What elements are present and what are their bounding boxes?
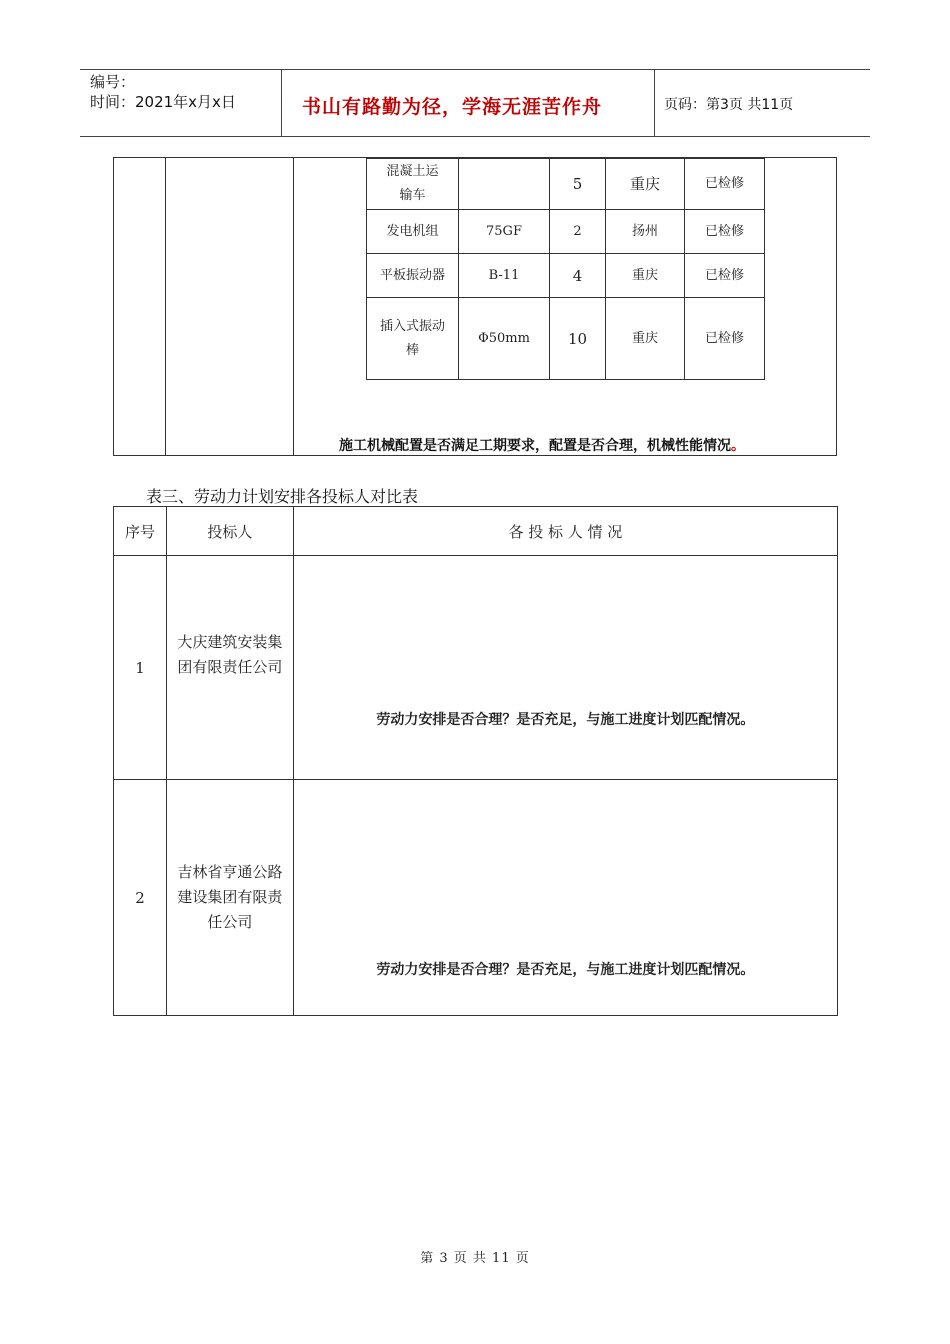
code-label: 编号：	[90, 73, 136, 91]
equipment-origin: 重庆	[606, 298, 685, 380]
equipment-status: 已检修	[685, 159, 765, 210]
equipment-row	[367, 298, 765, 380]
machinery-note-end: 。	[731, 438, 745, 454]
labor-table	[113, 506, 838, 1016]
labor-header-row	[114, 507, 838, 556]
equipment-model: 75GF	[459, 210, 550, 254]
equipment-origin: 扬州	[606, 210, 685, 254]
machinery-note	[339, 435, 745, 455]
header-bottom-rule	[80, 136, 870, 137]
equipment-qty: 2	[550, 210, 606, 254]
equipment-name: 平板振动器	[367, 254, 459, 298]
equipment-name: 发电机组	[367, 210, 459, 254]
row-note: 劳动力安排是否合理？是否充足，与施工进度计划匹配情况。	[376, 712, 755, 728]
row-bidder-text: 大庆建筑安装集团有限责任公司	[177, 633, 283, 676]
equipment-table	[366, 158, 765, 380]
header-divider-right	[654, 69, 655, 136]
equipment-row	[367, 210, 765, 254]
equipment-row	[367, 159, 765, 210]
row-no: 2	[114, 780, 167, 1016]
equipment-qty: 4	[550, 254, 606, 298]
machinery-col-divider-2	[293, 157, 294, 456]
page-footer: 第 3 页 共 11 页	[420, 1251, 530, 1266]
equipment-model: Φ50mm	[459, 298, 550, 380]
row-situation	[293, 556, 837, 780]
equipment-qty: 10	[550, 298, 606, 380]
equipment-row	[367, 254, 765, 298]
equipment-status: 已检修	[685, 298, 765, 380]
section-title: 表三、劳动力计划安排各投标人对比表	[146, 487, 419, 506]
equipment-origin: 重庆	[606, 159, 685, 210]
equipment-qty: 5	[550, 159, 606, 210]
row-bidder	[166, 780, 293, 1016]
row-situation	[293, 780, 837, 1016]
header-left-block	[90, 72, 236, 112]
machinery-col-divider-1	[165, 157, 166, 456]
labor-row	[114, 556, 838, 780]
equipment-model	[459, 159, 550, 210]
header-motto: 书山有路勤为径，学海无涯苦作舟	[302, 96, 603, 118]
header-situation: 各 投 标 人 情 况	[293, 507, 837, 556]
equipment-status: 已检修	[685, 254, 765, 298]
row-bidder	[166, 556, 293, 780]
equipment-status: 已检修	[685, 210, 765, 254]
header-no: 序号	[114, 507, 167, 556]
time-label: 时间：2021年x月x日	[90, 93, 236, 111]
labor-row	[114, 780, 838, 1016]
equipment-name: 插入式振动棒	[367, 298, 459, 380]
row-note: 劳动力安排是否合理？是否充足，与施工进度计划匹配情况。	[376, 962, 755, 978]
machinery-note-text: 施工机械配置是否满足工期要求，配置是否合理，机械性能情况	[339, 438, 731, 454]
equipment-name: 混凝土运输车	[367, 159, 459, 210]
row-no: 1	[114, 556, 167, 780]
header-page-box: 页码：第3页 共11页	[664, 97, 794, 113]
equipment-model: B-11	[459, 254, 550, 298]
header-top-rule	[80, 69, 870, 70]
header-divider-left	[281, 69, 282, 136]
equipment-origin: 重庆	[606, 254, 685, 298]
header-bidder: 投标人	[166, 507, 293, 556]
row-bidder-text: 吉林省亨通公路建设集团有限责任公司	[177, 863, 283, 931]
